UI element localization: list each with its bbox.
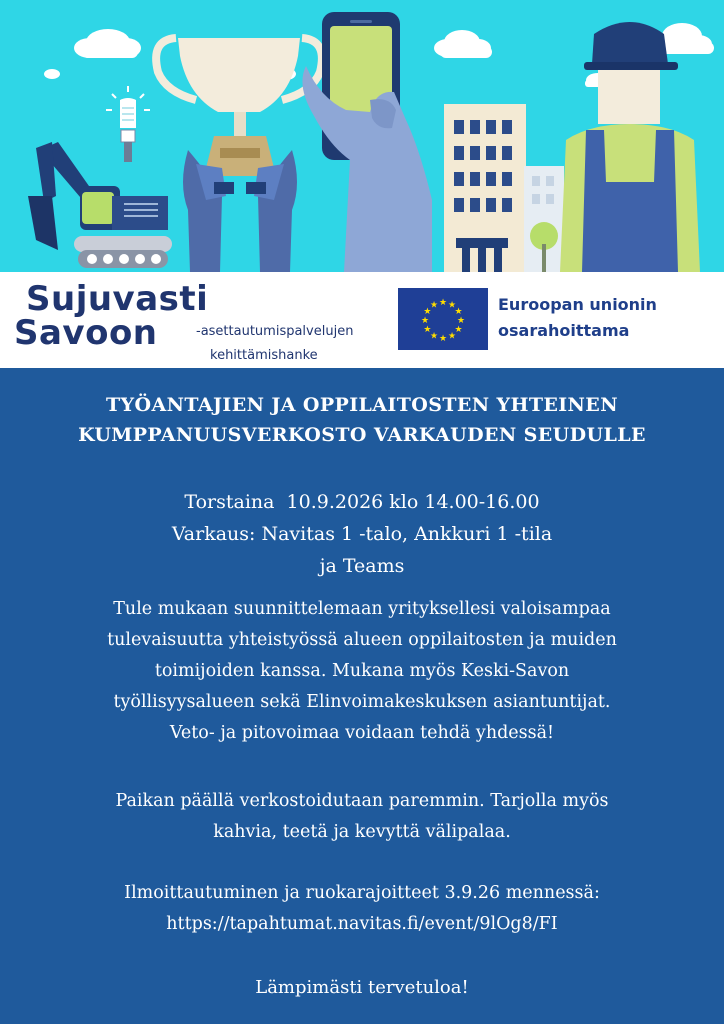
event-online: ja Teams [319,555,405,577]
event-description [20,594,704,749]
registration-text: Ilmoittautuminen ja ruokarajoitteet 3.9.26 mennessä: [124,883,600,903]
event-extra-info [20,786,704,848]
brand-name-line1: Sujuvasti [26,279,209,319]
excavator-icon [28,142,172,268]
description-line: tulevaisuutta yhteistyössä alueen oppilaitosten ja muiden [107,630,617,650]
svg-text:★: ★ [420,316,430,326]
hero-scene-svg [0,0,724,272]
extra-line: Paikan päällä verkostoidutaan paremmin. Tarjolla myös [115,791,609,811]
sujuvasti-savoon-logo [14,278,374,366]
eu-label-line2: osarahoittama [498,321,630,340]
svg-text:★: ★ [447,331,457,342]
poster-content [0,368,724,1024]
title-line1: TYÖANTAJIEN JA OPPILAITOSTEN YHTEINEN [106,394,618,416]
title-line2: KUMPPANUUSVERKOSTO VARKAUDEN SEUDULLE [78,424,646,446]
event-title [20,390,704,450]
brand-subtitle-line1: -asettautumispalvelujen [196,324,354,339]
worker-icon [560,22,700,272]
eu-flag-icon [398,288,488,350]
svg-text:★: ★ [454,325,463,335]
eu-funding-label [498,292,708,344]
trophy-icon [156,38,322,176]
svg-text:★: ★ [423,325,432,335]
hero-illustration [0,0,724,272]
svg-text:★: ★ [429,331,439,342]
description-line: Veto- ja pitovoimaa voidaan tehdä yhdessä! [169,723,555,743]
svg-text:★: ★ [454,307,463,317]
svg-text:★: ★ [456,316,466,326]
description-line: Tule mukaan suunnittelemaan yrityksellesi valoisampaa [113,599,611,619]
logo-band [0,272,724,368]
welcome-text: Lämpimästi tervetuloa! [255,977,469,998]
registration-link[interactable]: https://tapahtumat.navitas.fi/event/9lOg8/FI [166,914,558,934]
event-datetime: Torstaina 10.9.2026 klo 14.00-16.00 [184,491,540,513]
event-place: Varkaus: Navitas 1 -talo, Ankkuri 1 -tila [171,523,553,545]
registration-info [20,878,704,940]
description-line: toimijoiden kanssa. Mukana myös Keski-Savon [154,661,570,681]
svg-text:★: ★ [429,300,439,311]
eu-stars-icon [398,288,488,350]
svg-text:★: ★ [438,298,448,308]
building-icon [444,104,564,272]
svg-text:★: ★ [447,300,457,311]
eu-label-line1: Euroopan unionin [498,295,657,314]
description-line: työllisyysalueen sekä Elinvoimakeskuksen asiantuntijat. [113,692,611,712]
brand-subtitle-line2: kehittämishanke [210,348,318,363]
brand-name-line2: Savoon [14,313,158,353]
light-bulb-icon [106,86,150,162]
svg-text:★: ★ [423,307,432,317]
event-details [20,486,704,582]
svg-text:★: ★ [438,334,448,344]
extra-line: kahvia, teetä ja kevyttä välipalaa. [213,822,511,842]
